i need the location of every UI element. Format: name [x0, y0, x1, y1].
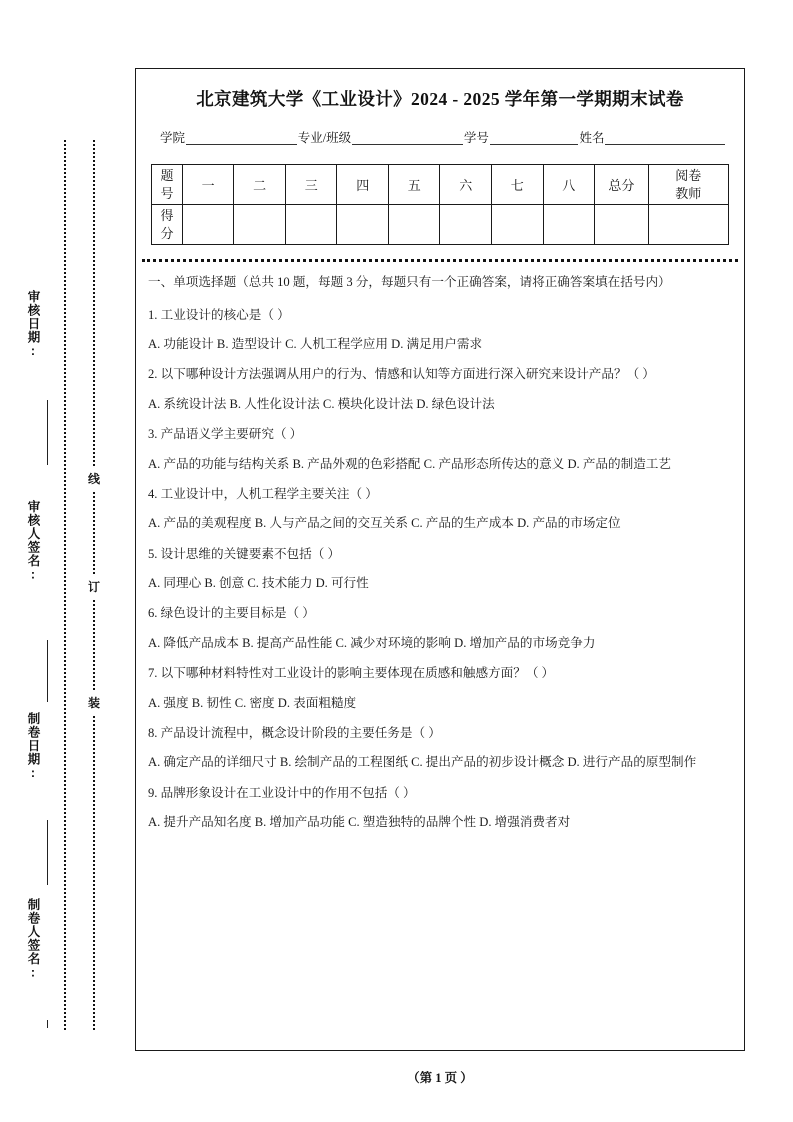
- question-number-6: 六: [440, 165, 492, 205]
- question-8-options: A. 确定产品的详细尺寸 B. 绘制产品的工程图纸 C. 提出产品的初步设计概念 D. 进行产品的原型制作: [148, 755, 697, 770]
- side-label-review-date: 审核日期:: [26, 290, 40, 359]
- row-label-char-2: 号: [160, 185, 174, 201]
- college-input[interactable]: [186, 132, 297, 145]
- row-label-char-1: 题: [160, 168, 174, 183]
- question-2-options: A. 系统设计法 B. 人性化设计法 C. 模块化设计法 D. 绿色设计法: [148, 396, 495, 411]
- question-number-5: 五: [388, 165, 440, 205]
- question-9-stem: 9. 品牌形象设计在工业设计中的作用不包括（ ）: [148, 785, 416, 800]
- student-id-input[interactable]: [490, 132, 579, 145]
- page-footer: （第 1 页 ）: [407, 1071, 473, 1085]
- question-7-options: A. 强度 B. 韧性 C. 密度 D. 表面粗糙度: [148, 695, 357, 710]
- score-cell-6[interactable]: [440, 205, 492, 245]
- side-label-preparer-signature: 制卷人签名:: [26, 898, 40, 981]
- name-input[interactable]: [605, 132, 725, 145]
- side-rule-2: [47, 640, 48, 702]
- question-9-options: A. 提升产品知名度 B. 增加产品功能 C. 塑造独特的品牌个性 D. 增强消费者对: [148, 815, 571, 830]
- identity-row: [160, 128, 726, 146]
- question-4-stem: 4. 工业设计中，人机工程学主要关注（ ）: [148, 486, 378, 501]
- seal-char-seal: 装: [86, 692, 102, 714]
- seal-char-line: 线: [86, 468, 102, 490]
- question-number-1: 一: [182, 165, 234, 205]
- exam-paper-frame: [135, 68, 745, 1051]
- college-label: 学院: [160, 131, 186, 145]
- question-number-2: 二: [234, 165, 286, 205]
- table-row-question-numbers: [152, 165, 729, 205]
- side-rule-3: [47, 820, 48, 885]
- score-cell-5[interactable]: [388, 205, 440, 245]
- question-4-options: A. 产品的美观程度 B. 人与产品之间的交互关系 C. 产品的生产成本 D. 产品的市场定位: [148, 516, 621, 531]
- question-1-stem: 1. 工业设计的核心是（ ）: [148, 307, 290, 322]
- total-score-header: 总分: [595, 165, 649, 205]
- student-id-label: 学号: [463, 131, 489, 145]
- score-cell-4[interactable]: [337, 205, 389, 245]
- side-rule-1: [47, 400, 48, 465]
- row-label-question-number: [152, 165, 183, 205]
- score-label-char-1: 得: [160, 208, 174, 224]
- question-5-options: A. 同理心 B. 创意 C. 技术能力 D. 可行性: [148, 576, 369, 591]
- score-label-char-2: 分: [160, 225, 174, 241]
- score-cell-1[interactable]: [182, 205, 234, 245]
- table-row-scores: [152, 205, 729, 245]
- question-3-stem: 3. 产品语义学主要研究（ ）: [148, 427, 303, 442]
- question-number-8: 八: [543, 165, 595, 205]
- side-label-reviewer-signature: 审核人签名:: [26, 500, 40, 583]
- row-label-score: [152, 205, 183, 245]
- score-cell-3[interactable]: [285, 205, 337, 245]
- question-number-3: 三: [285, 165, 337, 205]
- seal-char-bind: 订: [86, 576, 102, 598]
- exam-body: [136, 262, 744, 832]
- score-table: [151, 164, 729, 245]
- section-one-heading: 一、单项选择题（总共 10 题，每题 3 分，每题只有一个正确答案，请将正确答案填在括号内）: [148, 275, 671, 290]
- question-number-4: 四: [337, 165, 389, 205]
- score-cell-7[interactable]: [492, 205, 544, 245]
- question-6-stem: 6. 绿色设计的主要目标是（ ）: [148, 606, 315, 621]
- major-class-input[interactable]: [352, 132, 463, 145]
- question-1-options: A. 功能设计 B. 造型设计 C. 人机工程学应用 D. 满足用户需求: [148, 336, 483, 351]
- score-cell-2[interactable]: [234, 205, 286, 245]
- binding-margin: [0, 0, 135, 1122]
- side-rule-4: [47, 1020, 48, 1028]
- question-8-stem: 8. 产品设计流程中，概念设计阶段的主要任务是（ ）: [148, 726, 441, 741]
- marker-label-char-1: 阅卷: [675, 168, 702, 183]
- question-7-stem: 7. 以下哪种材料特性对工业设计的影响主要体现在质感和触感方面？（ ）: [148, 666, 555, 681]
- binding-dotted-line-outer: [64, 140, 66, 1030]
- question-5-stem: 5. 设计思维的关键要素不包括（ ）: [148, 546, 341, 561]
- score-cell-8[interactable]: [543, 205, 595, 245]
- question-3-options: A. 产品的功能与结构关系 B. 产品外观的色彩搭配 C. 产品形态所传达的意义 D. 产品的制造工艺: [148, 456, 671, 471]
- marker-teacher-header: [648, 165, 728, 205]
- question-6-options: A. 降低产品成本 B. 提高产品性能 C. 减少对环境的影响 D. 增加产品的市场竞争力: [148, 635, 596, 650]
- score-cell-marker[interactable]: [648, 205, 728, 245]
- name-label: 姓名: [579, 131, 605, 145]
- page-title: 北京建筑大学《工业设计》2024 - 2025 学年第一学期期末试卷: [196, 89, 684, 109]
- side-label-prepare-date: 制卷日期:: [26, 712, 40, 781]
- marker-label-char-2: 教师: [675, 185, 702, 201]
- question-2-stem: 2. 以下哪种设计方法强调从用户的行为、情感和认知等方面进行深入研究来设计产品？（ ）: [148, 367, 655, 382]
- question-number-7: 七: [492, 165, 544, 205]
- score-cell-total[interactable]: [595, 205, 649, 245]
- major-class-label: 专业/班级: [297, 131, 352, 145]
